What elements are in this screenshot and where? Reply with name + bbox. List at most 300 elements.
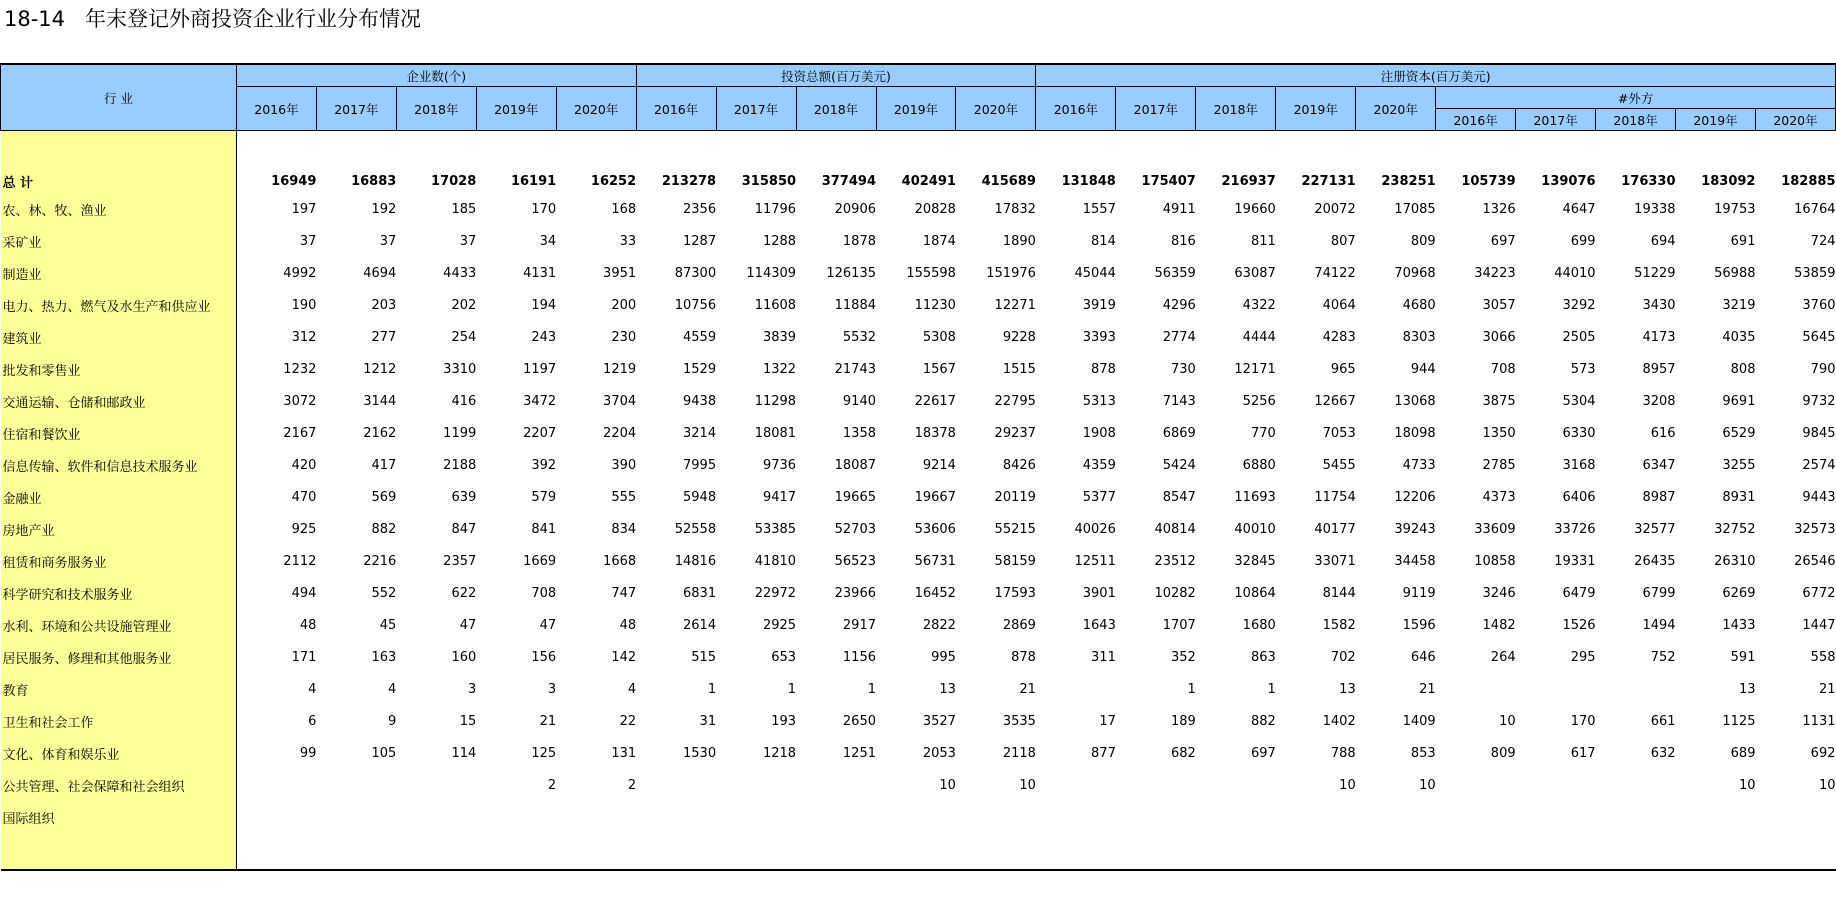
- table-cell: 1350: [1482, 425, 1516, 441]
- table-cell: 1199: [443, 425, 477, 441]
- table-cell: 995: [931, 649, 956, 665]
- table-cell: 312: [291, 329, 317, 345]
- table-cell: 1878: [842, 233, 876, 249]
- table-cell: 12206: [1394, 489, 1436, 505]
- table-cell: 2118: [1002, 745, 1036, 761]
- table-cell: 160: [451, 649, 477, 665]
- year-header: 2017年: [1516, 109, 1596, 131]
- table-cell: 131: [611, 745, 637, 761]
- table-cell: [1196, 801, 1276, 833]
- table-cell: 2356: [683, 201, 717, 217]
- table-cell: 10756: [674, 297, 717, 313]
- table-cell: 3: [467, 681, 477, 697]
- table-cell: 295: [1570, 649, 1596, 665]
- table-cell: 11796: [754, 201, 797, 217]
- table-cell: 22795: [994, 393, 1036, 409]
- table-cell: 10: [939, 777, 956, 793]
- table-cell: 34458: [1394, 553, 1436, 569]
- row-label: 住宿和餐饮业: [1, 417, 237, 449]
- table-cell: 814: [1091, 233, 1116, 249]
- table-cell: 697: [1490, 233, 1516, 249]
- table-cell: [1596, 801, 1676, 833]
- table-cell: 877: [1091, 745, 1116, 761]
- table-cell: 622: [451, 585, 477, 601]
- table-cell: 4: [627, 681, 637, 697]
- table-cell: 1874: [922, 233, 956, 249]
- table-row: [1, 545, 1836, 577]
- table-cell: 3208: [1642, 393, 1676, 409]
- table-cell: 18081: [754, 425, 797, 441]
- table-cell: [636, 769, 716, 801]
- table-cell: 1669: [523, 553, 557, 569]
- table-cell: 15: [459, 713, 477, 729]
- year-header: 2018年: [396, 87, 476, 131]
- table-row: [1, 673, 1836, 705]
- table-cell: 9228: [1002, 329, 1036, 345]
- table-cell: 33071: [1314, 553, 1356, 569]
- table-cell: 3430: [1642, 297, 1676, 313]
- table-cell: [796, 801, 876, 833]
- table-cell: [1036, 801, 1116, 833]
- table-cell: 847: [451, 521, 477, 537]
- year-header: 2018年: [1596, 109, 1676, 131]
- table-cell: 4: [308, 681, 317, 697]
- table-cell: 194: [531, 297, 557, 313]
- table-cell: 4733: [1402, 457, 1436, 473]
- table-cell: [236, 769, 316, 801]
- table-cell: 6880: [1242, 457, 1276, 473]
- table-cell: 243: [531, 329, 557, 345]
- year-header: 2016年: [636, 87, 716, 131]
- table-cell: 155598: [906, 265, 956, 281]
- table-cell: [1755, 801, 1835, 833]
- table-cell: 163: [371, 649, 397, 665]
- table-cell: 19660: [1234, 201, 1276, 217]
- table-cell: 32752: [1714, 521, 1756, 537]
- table-row: [1, 417, 1836, 449]
- table-cell: 4173: [1642, 329, 1676, 345]
- table-cell: [1516, 769, 1596, 801]
- table-cell: 170: [1570, 713, 1596, 729]
- table-cell: 4131: [523, 265, 557, 281]
- table-cell: 9691: [1722, 393, 1756, 409]
- foreign-party-header: #外方: [1436, 87, 1836, 109]
- table-cell: 965: [1330, 361, 1356, 377]
- table-cell: 10: [1818, 777, 1836, 793]
- table-cell: 2162: [363, 425, 397, 441]
- table-cell: 1482: [1482, 617, 1516, 633]
- year-header: 2020年: [956, 87, 1036, 131]
- table-cell: [1356, 801, 1436, 833]
- table-cell: 139076: [1541, 173, 1596, 189]
- table-cell: 2207: [523, 425, 557, 441]
- row-label: 总 计: [1, 169, 237, 193]
- table-cell: 53606: [914, 521, 956, 537]
- table-cell: 9438: [683, 393, 717, 409]
- table-cell: 807: [1330, 233, 1356, 249]
- table-cell: 33726: [1554, 521, 1596, 537]
- table-row: [1, 641, 1836, 673]
- table-cell: 37: [299, 233, 317, 249]
- table-cell: 4911: [1162, 201, 1196, 217]
- table-cell: 18098: [1394, 425, 1436, 441]
- table-cell: 176330: [1621, 173, 1676, 189]
- table-cell: 40814: [1154, 521, 1196, 537]
- table-cell: [316, 769, 396, 801]
- table-cell: 1530: [683, 745, 717, 761]
- table-cell: 213278: [661, 173, 717, 189]
- table-cell: 1251: [842, 745, 876, 761]
- table-cell: 653: [771, 649, 797, 665]
- table-cell: [716, 769, 796, 801]
- table-cell: 16252: [590, 173, 637, 189]
- year-header: 2019年: [876, 87, 956, 131]
- enterprises-group-header: 企业数(个): [236, 64, 636, 87]
- table-cell: 31: [699, 713, 717, 729]
- table-cell: 10: [1419, 777, 1436, 793]
- table-cell: 32577: [1634, 521, 1676, 537]
- table-cell: 3255: [1722, 457, 1756, 473]
- table-cell: 4680: [1402, 297, 1436, 313]
- table-cell: 1: [867, 681, 876, 697]
- table-cell: 1322: [762, 361, 797, 377]
- table-cell: 8957: [1642, 361, 1676, 377]
- table-cell: 558: [1810, 649, 1836, 665]
- table-cell: 9732: [1802, 393, 1836, 409]
- table-cell: 45044: [1074, 265, 1116, 281]
- table-cell: 4559: [683, 329, 717, 345]
- table-row: [1, 353, 1836, 385]
- table-cell: 2: [547, 777, 557, 793]
- table-cell: 1680: [1242, 617, 1276, 633]
- row-label: 公共管理、社会保障和社会组织: [1, 769, 237, 801]
- table-cell: 1526: [1562, 617, 1596, 633]
- table-cell: 2925: [762, 617, 797, 633]
- table-cell: 6772: [1802, 585, 1836, 601]
- table-cell: 12511: [1074, 553, 1116, 569]
- table-cell: [396, 769, 476, 801]
- row-label: 采矿业: [1, 225, 237, 257]
- spacer-cell: [1, 833, 237, 870]
- table-cell: 9: [388, 713, 397, 729]
- table-cell: 1212: [363, 361, 397, 377]
- row-label: 制造业: [1, 257, 237, 289]
- table-cell: 2204: [603, 425, 637, 441]
- table-cell: 8303: [1402, 329, 1436, 345]
- table-row: [1, 801, 1836, 833]
- table-cell: 254: [451, 329, 477, 345]
- table-cell: 1326: [1482, 201, 1516, 217]
- row-label: 科学研究和技术服务业: [1, 577, 237, 609]
- table-cell: 1409: [1402, 713, 1436, 729]
- row-label: 电力、热力、燃气及水生产和供应业: [1, 289, 237, 321]
- table-cell: 816: [1170, 233, 1196, 249]
- table-cell: 56731: [914, 553, 956, 569]
- table-cell: 1288: [762, 233, 797, 249]
- table-cell: 8547: [1162, 489, 1196, 505]
- table-cell: 2785: [1482, 457, 1516, 473]
- table-cell: 22972: [754, 585, 797, 601]
- table-cell: 702: [1330, 649, 1356, 665]
- table-cell: [1276, 801, 1356, 833]
- table-cell: 3527: [922, 713, 956, 729]
- table-cell: 5645: [1802, 329, 1836, 345]
- row-label: 农、林、牧、渔业: [1, 193, 237, 225]
- table-cell: 4444: [1242, 329, 1276, 345]
- table-row: [1, 705, 1836, 737]
- table-cell: 4296: [1162, 297, 1196, 313]
- table-cell: 2167: [283, 425, 317, 441]
- table-cell: 2917: [842, 617, 876, 633]
- table-cell: 19338: [1634, 201, 1676, 217]
- table-cell: 853: [1410, 745, 1436, 761]
- table-cell: 52558: [674, 521, 717, 537]
- year-header: 2019年: [1276, 87, 1356, 131]
- table-cell: 708: [1490, 361, 1516, 377]
- table-cell: 390: [611, 457, 637, 473]
- table-cell: [1116, 801, 1196, 833]
- table-cell: 4322: [1242, 297, 1276, 313]
- table-cell: 58159: [994, 553, 1036, 569]
- table-cell: 189: [1170, 713, 1196, 729]
- table-cell: 23512: [1154, 553, 1196, 569]
- row-label: 文化、体育和娱乐业: [1, 737, 237, 769]
- table-cell: 699: [1570, 233, 1596, 249]
- table-row: [1, 193, 1836, 225]
- table-cell: [1036, 673, 1116, 705]
- table-cell: 1890: [1002, 233, 1036, 249]
- table-cell: 193: [771, 713, 797, 729]
- table-cell: 17085: [1394, 201, 1436, 217]
- table-cell: 1567: [922, 361, 956, 377]
- table-cell: 8144: [1322, 585, 1356, 601]
- table-cell: 1358: [842, 425, 876, 441]
- table-cell: 2188: [443, 457, 477, 473]
- table-cell: 2614: [683, 617, 717, 633]
- table-cell: 1156: [842, 649, 876, 665]
- table-row: [1, 257, 1836, 289]
- year-header: 2020年: [1755, 109, 1835, 131]
- table-cell: 22617: [914, 393, 956, 409]
- table-cell: 13068: [1394, 393, 1436, 409]
- table-cell: 87300: [674, 265, 717, 281]
- table-cell: 26310: [1714, 553, 1756, 569]
- table-cell: 5256: [1242, 393, 1276, 409]
- table-cell: 3: [547, 681, 557, 697]
- table-cell: 2053: [922, 745, 956, 761]
- table-cell: 6799: [1642, 585, 1676, 601]
- investment-group-header: 投资总额(百万美元): [636, 64, 1036, 87]
- table-cell: 2112: [283, 553, 317, 569]
- table-cell: 10282: [1154, 585, 1196, 601]
- table-cell: 808: [1730, 361, 1756, 377]
- table-cell: [1596, 769, 1676, 801]
- table-cell: [1676, 801, 1756, 833]
- industry-distribution-table: [0, 63, 1836, 871]
- table-cell: 1197: [523, 361, 557, 377]
- table-cell: 19665: [834, 489, 876, 505]
- table-cell: 1219: [603, 361, 637, 377]
- table-cell: 1218: [762, 745, 797, 761]
- table-cell: 752: [1650, 649, 1676, 665]
- table-cell: 56988: [1714, 265, 1756, 281]
- table-cell: 4433: [443, 265, 477, 281]
- table-cell: 16452: [914, 585, 956, 601]
- table-cell: 131848: [1061, 173, 1116, 189]
- table-cell: 7053: [1322, 425, 1356, 441]
- table-cell: 1582: [1322, 617, 1356, 633]
- table-cell: 352: [1170, 649, 1196, 665]
- table-cell: 2574: [1802, 457, 1836, 473]
- table-cell: 494: [291, 585, 317, 601]
- table-cell: 18087: [834, 457, 876, 473]
- table-cell: 156: [531, 649, 557, 665]
- table-cell: 1287: [683, 233, 717, 249]
- row-label: 居民服务、修理和其他服务业: [1, 641, 237, 673]
- table-cell: 5532: [842, 329, 876, 345]
- table-cell: 20906: [834, 201, 876, 217]
- row-label: 金融业: [1, 481, 237, 513]
- table-cell: 114309: [746, 265, 797, 281]
- table-cell: 26435: [1634, 553, 1676, 569]
- table-cell: 23966: [834, 585, 876, 601]
- table-cell: 10: [1738, 777, 1756, 793]
- table-cell: 6831: [683, 585, 717, 601]
- table-cell: 37: [459, 233, 477, 249]
- table-cell: 691: [1730, 233, 1756, 249]
- table-cell: 1668: [603, 553, 637, 569]
- table-cell: 661: [1650, 713, 1676, 729]
- table-cell: 9443: [1802, 489, 1836, 505]
- table-cell: 2774: [1162, 329, 1196, 345]
- table-cell: 16949: [271, 173, 317, 189]
- table-body: [1, 131, 1836, 871]
- table-cell: 3066: [1482, 329, 1516, 345]
- table-cell: 5948: [683, 489, 717, 505]
- table-cell: 470: [291, 489, 317, 505]
- table-cell: 37: [379, 233, 397, 249]
- table-cell: [1036, 769, 1116, 801]
- table-cell: [476, 801, 556, 833]
- table-cell: 20119: [994, 489, 1036, 505]
- table-cell: 11693: [1234, 489, 1276, 505]
- table-cell: 114: [451, 745, 477, 761]
- table-cell: 74122: [1314, 265, 1356, 281]
- table-cell: 16883: [351, 173, 397, 189]
- table-cell: 34: [539, 233, 557, 249]
- table-cell: 10: [1499, 713, 1516, 729]
- table-cell: [716, 801, 796, 833]
- table-cell: 315850: [741, 173, 797, 189]
- table-cell: 3704: [603, 393, 637, 409]
- table-cell: 1: [1187, 681, 1196, 697]
- table-cell: 21743: [834, 361, 876, 377]
- table-cell: 552: [371, 585, 397, 601]
- table-cell: [796, 769, 876, 801]
- table-row: [1, 385, 1836, 417]
- table-cell: 3310: [443, 361, 477, 377]
- table-cell: [396, 801, 476, 833]
- table-cell: 17028: [431, 173, 477, 189]
- table-cell: 4064: [1322, 297, 1356, 313]
- table-cell: 1232: [283, 361, 317, 377]
- table-cell: 3246: [1482, 585, 1516, 601]
- table-cell: 6347: [1642, 457, 1676, 473]
- table-cell: 10: [1339, 777, 1356, 793]
- table-cell: 70968: [1394, 265, 1436, 281]
- table-cell: 2: [627, 777, 637, 793]
- table-cell: 2650: [842, 713, 876, 729]
- table-cell: 3951: [603, 265, 637, 281]
- row-label: 建筑业: [1, 321, 237, 353]
- table-cell: [1516, 801, 1596, 833]
- table-cell: 200: [611, 297, 637, 313]
- table-cell: 53385: [754, 521, 797, 537]
- table-cell: 55215: [994, 521, 1036, 537]
- table-cell: 45: [379, 617, 397, 633]
- table-cell: 697: [1250, 745, 1276, 761]
- table-cell: 689: [1730, 745, 1756, 761]
- year-header: 2017年: [716, 87, 796, 131]
- table-cell: 1515: [1002, 361, 1036, 377]
- table-cell: 10864: [1234, 585, 1276, 601]
- table-cell: 19753: [1714, 201, 1756, 217]
- table-cell: 878: [1091, 361, 1116, 377]
- table-row: [1, 577, 1836, 609]
- table-cell: 415689: [981, 173, 1036, 189]
- table-cell: 26546: [1794, 553, 1836, 569]
- table-cell: 694: [1650, 233, 1676, 249]
- table-cell: 4035: [1722, 329, 1756, 345]
- table-cell: 1402: [1322, 713, 1356, 729]
- table-cell: [1436, 769, 1516, 801]
- table-row: [1, 481, 1836, 513]
- table-cell: 5308: [922, 329, 956, 345]
- table-cell: 142: [611, 649, 637, 665]
- table-cell: 183092: [1701, 173, 1756, 189]
- table-cell: 708: [531, 585, 557, 601]
- table-cell: [1196, 769, 1276, 801]
- table-cell: 809: [1410, 233, 1436, 249]
- table-cell: 190: [291, 297, 317, 313]
- table-cell: 12171: [1234, 361, 1276, 377]
- table-cell: 17832: [994, 201, 1036, 217]
- table-cell: 10: [1019, 777, 1036, 793]
- table-cell: 9140: [842, 393, 876, 409]
- table-cell: 3168: [1562, 457, 1596, 473]
- table-cell: 11608: [754, 297, 797, 313]
- table-cell: 22: [619, 713, 637, 729]
- table-cell: 1125: [1722, 713, 1756, 729]
- table-cell: [636, 801, 716, 833]
- table-cell: 170: [531, 201, 557, 217]
- table-cell: 4694: [363, 265, 397, 281]
- table-cell: 4373: [1482, 489, 1516, 505]
- table-cell: 6869: [1162, 425, 1196, 441]
- table-cell: 3760: [1802, 297, 1836, 313]
- spacer-row: [1, 131, 1836, 170]
- table-cell: 515: [691, 649, 717, 665]
- row-label: 租赁和商务服务业: [1, 545, 237, 577]
- table-cell: 13: [939, 681, 956, 697]
- table-cell: 44010: [1554, 265, 1596, 281]
- table-cell: 171: [291, 649, 317, 665]
- table-cell: 6529: [1722, 425, 1756, 441]
- table-cell: 3057: [1482, 297, 1516, 313]
- table-cell: 1447: [1802, 617, 1836, 633]
- spacer-cell: [236, 833, 1835, 870]
- table-cell: 4992: [283, 265, 317, 281]
